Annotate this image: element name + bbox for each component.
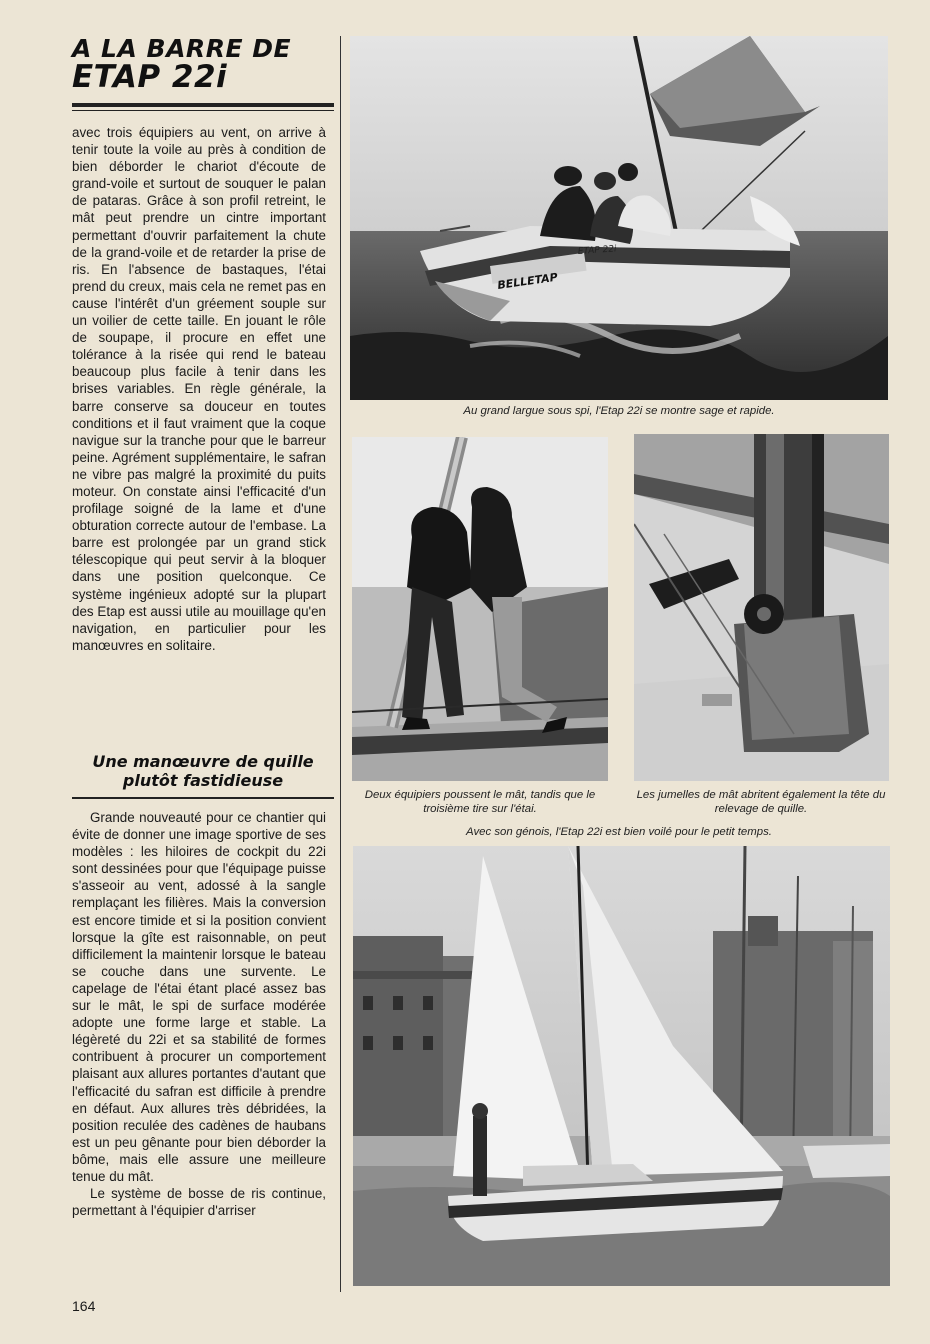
body-paragraph: avec trois équipiers au vent, on arrive à tenir toute la voile au près à condition de bien déborder le chariot d'écoute de grand-voile et surtout de souquer le palan de pataras. Grâce à son profil retreint, le mât peut prendre un cintre important permettant d'ouvrir parfaitement la chute de la grand-voile et de retarder la prise de ris. En l'absence de bastaques, l'étai prend du creux, mais cela ne remet pas en cause l'intérêt d'un gréement souple sur un voilier de cette taille. En jouant le rôle de soupape, il procure en effet une tolérance à la risée qui rend le bateau beaucoup plus facile à tenir dans les brises variables. En règle générale, la barre conserve sa douceur en toutes conditions et il faut vraiment que la coque navigue sur la tranche pour que le barreur peine. Agrément supplémentaire, le safran ne vibre pas malgré la proximité du puits moteur. On constate ainsi l'efficacité d'un profilage soigné de la lame et d'une obturation correcte autour de l'embase. La barre est prolongée par un grand stick télescopique qui peut servir à la bloquer dans une position quelconque. Ce système ingénieux adopté sur la plupart des Etap est aussi utile au mouillage qu'en navigation, en particulier pour les manœuvres en solitaire. [72, 125, 326, 653]
hull-logo-text: ETAP 22i [577, 244, 617, 257]
title-rule-thin [72, 110, 334, 111]
hull-name-text: BELLETAP [496, 270, 559, 292]
caption-photo-3: Les jumelles de mât abritent également la tête du relevage de quille. [636, 789, 886, 815]
title-rule [72, 103, 334, 107]
body-column-1 [72, 124, 326, 654]
body-column-2 [72, 809, 326, 1219]
subheading-rule [72, 797, 334, 799]
article-title [72, 36, 342, 93]
body-paragraph: Grande nouveauté pour ce chantier qui évite de donner une image sportive de ses modèles : les hiloires de cockpit du 22i sont dessinées pour que l'équipage puisse s'asseoir au vent, adossé à la sangle remplaçant les filières. Mais la conversion est encore timide et si la position convient lorsque la gîte est raisonnable, on peut difficilement la maintenir lorsque le bateau se couche dans une survente. Le capelage de l'étai étant placé assez bas sur le mât, le spi de surface modérée adopte une forme large et stable. La légèreté du 22i et sa stabilité de formes contribuent à procurer un comportement plaisant aux allures portantes d'autant que l'efficacité du safran est difficile à prendre en défaut. Aux allures très débridées, la position reculée des cadènes de haubans est un peu gênante pour bien déborder la bôme, mais elle assure une meilleure tenue du mât. [72, 810, 326, 1184]
caption-photo-1: Au grand largue sous spi, l'Etap 22i se montre sage et rapide. [463, 405, 775, 417]
caption-photo-4: Avec son génois, l'Etap 22i est bien voilé pour le petit temps. [466, 826, 772, 838]
photo-mast-step-keel-lift [634, 434, 889, 781]
subheading: Une manœuvre de quille plutôt fastidieuse [92, 752, 314, 790]
caption-photo-2: Deux équipiers poussent le mât, tandis que le troisième tire sur l'étai. [364, 789, 596, 815]
page-number: 164 [72, 1298, 96, 1314]
column-divider [340, 36, 341, 1292]
title-line-1: A LA BARRE DE [72, 34, 292, 63]
body-paragraph: Le système de bosse de ris continue, permettant à l'équipier d'arriser [72, 1186, 326, 1219]
photo-boat-with-genoa-harbour [353, 846, 890, 1286]
photo-crew-raising-mast [352, 437, 608, 781]
title-line-2: ETAP 22i [72, 59, 228, 95]
photo-boat-under-spinnaker [350, 36, 888, 400]
